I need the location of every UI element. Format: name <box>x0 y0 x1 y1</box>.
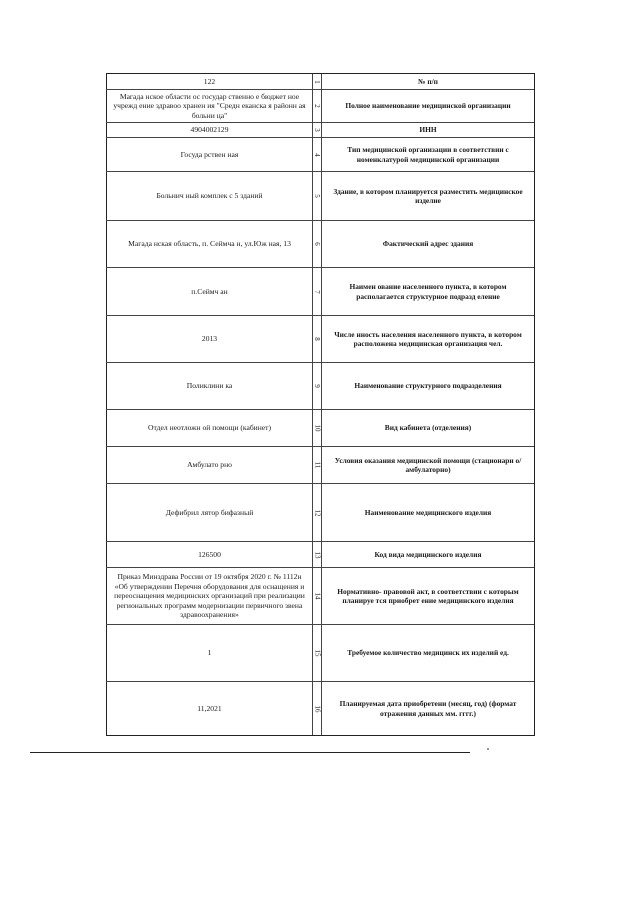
table-row <box>106 123 534 138</box>
row-number-10: 10 <box>313 410 322 446</box>
field-label-16: Планируемая дата приобретени (месяц, год) (формат отражения данных мм. гггг.) <box>339 699 517 718</box>
page-divider-line <box>30 752 470 753</box>
value-cell-5: Больнич ный комплек с 5 зданий <box>106 172 313 220</box>
field-label-12: Наименование медицинского изделия <box>364 507 492 517</box>
value-cell-4: Госуда рствен ная <box>106 138 313 171</box>
field-label-5: Здание, в котором планируется разместить медицинское изделие <box>333 186 523 205</box>
value-cell-2: Магада нское области ос государ ственно е бюджет ное учрежд ение здравоо хранен ия "Средн еканска я районн ая больни ца" <box>106 90 313 122</box>
field-label-15: Требуемое количество медицинск их изделий ед. <box>347 648 509 658</box>
field-label-14: Нормативно- правовой акт, в соответствии с которым планируе тся приобрет ение медицинского изделия <box>337 586 519 605</box>
value-cell-11: Амбулато рно <box>106 447 313 483</box>
table-row <box>106 74 534 90</box>
value-cell-15: 1 <box>106 625 313 681</box>
field-label-4: Тип медицинской организации в соответствии с номенклатурой медицинской организации <box>347 145 509 164</box>
field-label-2: Полное наименование медицинской организации <box>345 101 511 111</box>
field-label-10: Вид кабинета (отделения) <box>384 423 472 433</box>
field-label-11: Условия оказания медицинской помощи (стационари о/амбулаторно) <box>334 455 522 474</box>
row-number-4: 4 <box>313 138 322 171</box>
table-row <box>106 138 534 172</box>
table-row <box>106 221 534 268</box>
field-label-9: Наименование структурного подразделения <box>354 381 502 391</box>
scan-speck <box>487 748 489 750</box>
table-row <box>106 447 534 484</box>
row-number-2: 2 <box>313 90 322 122</box>
table-row <box>106 316 534 363</box>
table-row <box>106 682 534 735</box>
table-row <box>106 568 534 625</box>
row-number-11: 11 <box>313 447 322 483</box>
table-row <box>106 542 534 568</box>
row-number-3: 3 <box>313 123 322 137</box>
field-label-13: Код вида медицинского изделия <box>374 549 482 559</box>
value-cell-14: Приказ Минздрава России от 19 октября 2020 г. № 1112н «Об утверждении Перечня оборудования для оснащения и переоснащения медицинских организаций при реализации региональных программ модернизации первичного звена здравоохранения» <box>106 568 313 624</box>
table-row <box>106 363 534 410</box>
value-cell-8: 2013 <box>106 316 313 362</box>
row-number-13: 13 <box>313 542 322 567</box>
registry-table <box>106 73 535 736</box>
field-label-3: ИНН <box>419 125 437 135</box>
table-row <box>106 90 534 123</box>
row-number-7: 7 <box>313 268 322 315</box>
value-cell-10: Отдел неотложн ой помощи (кабинет) <box>106 410 313 446</box>
value-cell-13: 126500 <box>106 542 313 567</box>
row-number-16: 16 <box>313 682 322 735</box>
value-cell-1: 122 <box>106 74 313 89</box>
row-number-12: 12 <box>313 484 322 541</box>
table-row <box>106 484 534 542</box>
field-label-8: Числе нность населения населенного пункта, в котором расположена медицинская организация чел. <box>334 329 522 348</box>
row-number-5: 5 <box>313 172 322 220</box>
value-cell-3: 4904002129 <box>106 123 313 137</box>
value-cell-12: Дефибрил лятор бифазный <box>106 484 313 541</box>
value-cell-16: 11,2021 <box>106 682 313 735</box>
table-row <box>106 268 534 316</box>
row-number-8: 8 <box>313 316 322 362</box>
value-cell-7: п.Сеймч ан <box>106 268 313 315</box>
row-number-15: 15 <box>313 625 322 681</box>
row-number-6: 6 <box>313 221 322 267</box>
value-cell-6: Магада нская область, п. Сеймча н, ул.Юж ная, 13 <box>106 221 313 267</box>
table-row <box>106 625 534 682</box>
field-label-7: Наимен ование населенного пункта, в котором располагается структурное подразд еление <box>349 282 507 301</box>
field-label-6: Фактический адрес здания <box>382 239 474 249</box>
row-number-9: 9 <box>313 363 322 409</box>
field-label-1: № п/п <box>418 76 438 86</box>
row-number-14: 14 <box>313 568 322 624</box>
row-number-1: 1 <box>313 74 322 89</box>
table-row <box>106 410 534 447</box>
table-row <box>106 172 534 221</box>
value-cell-9: Поликлини ка <box>106 363 313 409</box>
